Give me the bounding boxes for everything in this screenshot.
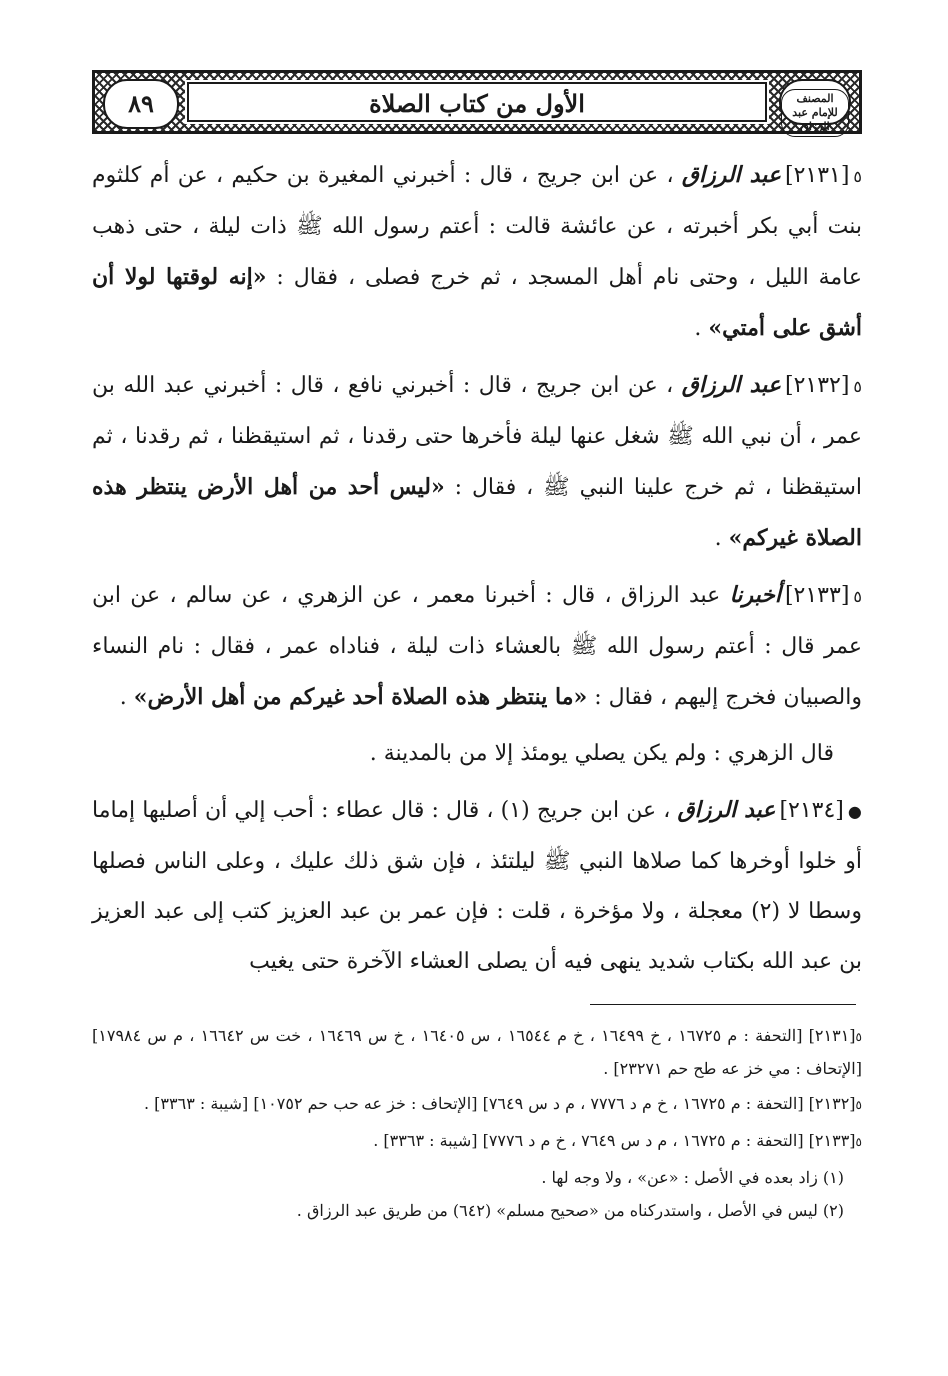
- hadith-text: ، عن ابن جريج ، قال : أخبرني نافع ، قال : أخبرني عبد الله بن عمر ، أن نبي الله ﷺ شغل عنها ليلة فأخرها حتى رقدنا ، ثم استيقظنا ، ثم رقدنا ، ثم استيقظنا ، ثم خرج علينا النبي ﷺ ، فقال :: [92, 373, 863, 500]
- hadith-number: [٢١٣٣]: [784, 583, 850, 608]
- page-header: [92, 70, 862, 134]
- hadith-2134: [92, 785, 862, 987]
- hadith-2132: [92, 360, 862, 564]
- zuhri-comment: قال الزهري : ولم يكن يصلي يومئذ إلا من بالمدينة .: [369, 741, 834, 766]
- hadith-marker: ●: [847, 802, 863, 821]
- note-marker: ٥: [855, 1098, 862, 1112]
- takhrij-note-2132: [92, 1088, 862, 1121]
- hadith-end: .: [694, 316, 709, 341]
- page-number: ٨٩: [103, 79, 179, 129]
- note-text: [٢١٣٣] [التحفة : م ١٦٧٢٥ ، م د س ٧٦٤٩ ، خ م د ٧٧٧٦] [شيبة : ٣٣٦٣] .: [373, 1131, 856, 1150]
- footnote-2: (٢) ليس في الأصل ، واستدركناه من «صحيح مسلم» (٦٤٢) من طريق عبد الرزاق .: [296, 1201, 844, 1220]
- footnote-separator: [590, 1004, 856, 1005]
- hadith-marker: ٥: [853, 377, 863, 396]
- footnotes: [92, 1020, 862, 1228]
- hadith-text: ، عن ابن جريج ، قال : أخبرني المغيرة بن حكيم ، عن أم كلثوم بنت أبي بكر أخبرته ، عن عائشة قالت : أعتم رسول الله ﷺ ذات ليلة ، حتى ذهب عامة الليل ، وحتى نام أهل المسجد ، ثم خرج فصلى ، فقال :: [92, 163, 862, 290]
- hadith-2133: [92, 570, 862, 723]
- chain-label: عبد الرزاق: [681, 372, 781, 398]
- hadith-2131: [92, 150, 862, 354]
- hadith-end: .: [714, 526, 729, 551]
- note-marker: ٥: [855, 1030, 862, 1044]
- main-text: [92, 150, 862, 993]
- note-marker: ٥: [855, 1135, 862, 1149]
- hadith-matn: «ليس أحد من أهل الأرض ينتظر هذه الصلاة غيركم»: [92, 474, 862, 551]
- hadith-number: [٢١٣٤]: [779, 798, 844, 823]
- chain-label: أخبرنا: [729, 582, 781, 608]
- hadith-number: [٢١٣٢]: [784, 373, 850, 398]
- hadith-matn: «إنه لوقتها لولا أن أشق على أمتي»: [92, 264, 862, 341]
- footnote-1: (١) زاد بعده في الأصل : «عن» ، ولا وجه لها .: [541, 1168, 844, 1187]
- note-text: [٢١٣٢] [التحفة : م ١٦٧٢٥ ، خ م د ٧٧٧٦ ، م د س ٧٦٤٩] [الإتحاف : خز عه حب حم ١٠٧٥٢] [شيبة : ٣٣٦٣] .: [143, 1094, 856, 1113]
- hadith-text: ، عن ابن جريج (١) ، قال : قال عطاء : أحب إلي أن أصليها إماما أو خلوا أوخرها كما صلاها النبي ﷺ ليلتئذ ، فإن شق ذلك عليك ، وعلى الناس فصلها وسطا لا (٢) معجلة ، ولا مؤخرة ، قلت : فإن عمر بن عبد العزيز كتب إلى عبد العزيز بن عبد الله بكتاب شديد ينهى فيه أن يصلى العشاء الآخرة حتى يغيب: [92, 798, 862, 974]
- hadith-marker: ٥: [853, 167, 863, 186]
- takhrij-note-2133: [92, 1125, 862, 1158]
- hadith-matn: «ما ينتظر هذه الصلاة أحد غيركم من أهل الأرض»: [133, 684, 588, 710]
- book-logo-text: المصنف للإمام عبد الرزاق: [781, 89, 849, 137]
- chain-label: عبد الرزاق: [677, 797, 776, 823]
- hadith-end: .: [119, 685, 134, 710]
- hadith-marker: ٥: [853, 587, 862, 606]
- hadith-text: عبد الرزاق ، قال : أخبرنا معمر ، عن الزهري ، عن سالم ، عن ابن عمر قال : أعتم رسول الله ﷺ بالعشاء ذات ليلة ، فناداه عمر ، فقال : نام النساء والصبيان فخرج إليهم ، فقال :: [92, 583, 862, 710]
- chain-label: عبد الرزاق: [681, 162, 781, 188]
- book-logo: [779, 79, 851, 133]
- header-title-frame: [187, 82, 767, 122]
- hadith-number: [٢١٣١]: [784, 163, 850, 188]
- running-title: الأول من كتاب الصلاة: [369, 89, 585, 118]
- note-text: [٢١٣١] [التحفة : م ١٦٧٢٥ ، خ ١٦٤٩٩ ، خ م ١٦٥٤٤ ، س ١٦٤٠٥ ، خ س ١٦٤٦٩ ، خت س ١٦٦٤٢ ، م س ١٧٩٨٤] [الإتحاف : مي خز عه طح حم ٢٣٢٧١] .: [92, 1026, 862, 1078]
- takhrij-note-2131: [92, 1020, 862, 1084]
